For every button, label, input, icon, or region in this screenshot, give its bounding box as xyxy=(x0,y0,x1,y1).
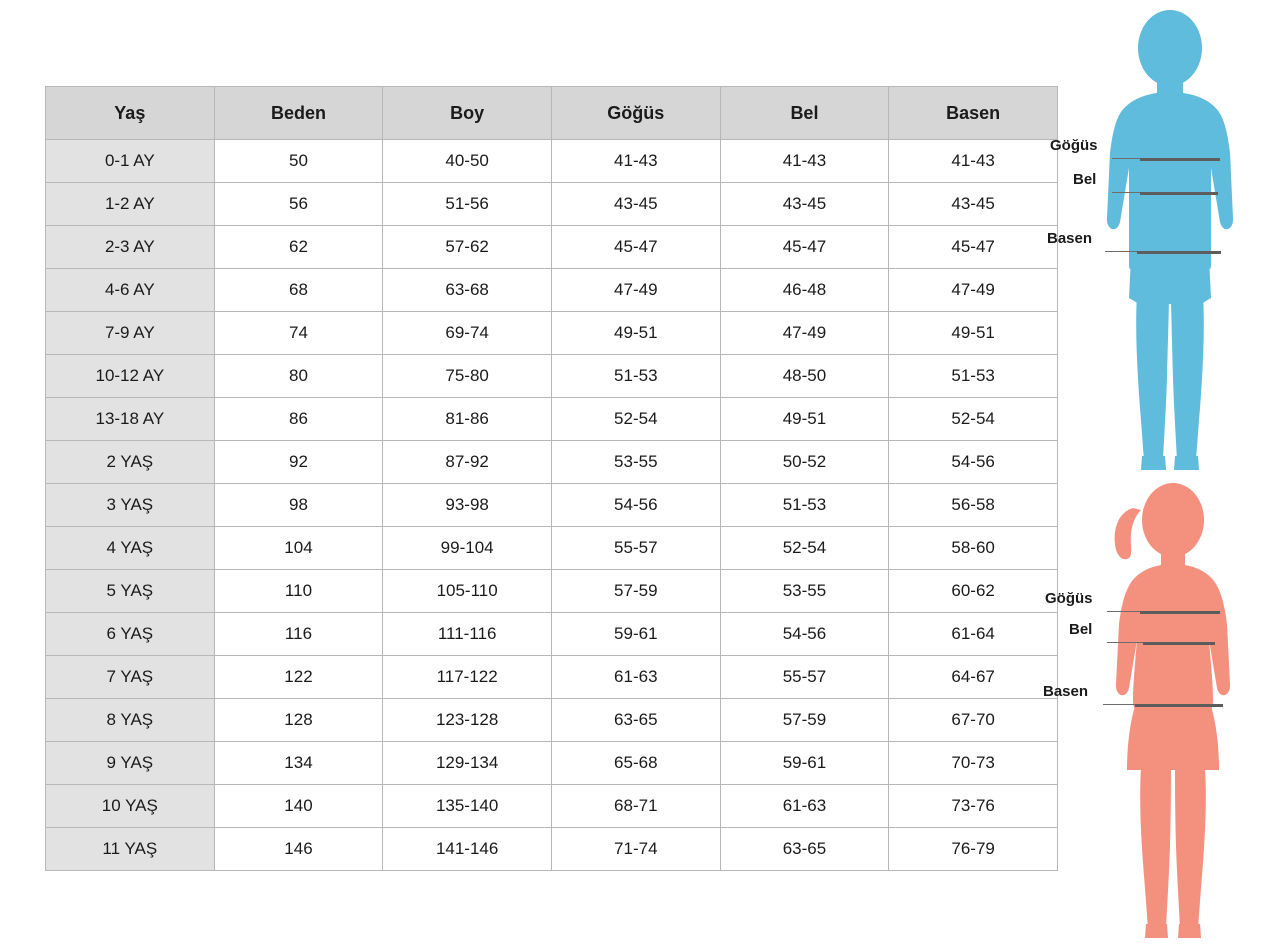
cell-waist: 52-54 xyxy=(720,527,889,570)
cell-size: 146 xyxy=(214,828,383,871)
cell-age: 6 YAŞ xyxy=(46,613,215,656)
cell-size: 74 xyxy=(214,312,383,355)
cell-hip: 49-51 xyxy=(889,312,1058,355)
table-row xyxy=(46,312,1058,355)
boy-waist-measure-line xyxy=(1140,192,1218,195)
cell-size: 104 xyxy=(214,527,383,570)
cell-height: 40-50 xyxy=(383,140,552,183)
cell-age: 4-6 AY xyxy=(46,269,215,312)
cell-height: 69-74 xyxy=(383,312,552,355)
cell-chest: 49-51 xyxy=(551,312,720,355)
cell-size: 110 xyxy=(214,570,383,613)
cell-hip: 61-64 xyxy=(889,613,1058,656)
table-row xyxy=(46,656,1058,699)
table-row xyxy=(46,742,1058,785)
cell-hip: 51-53 xyxy=(889,355,1058,398)
cell-waist: 46-48 xyxy=(720,269,889,312)
boy-figure-group xyxy=(1047,8,1280,478)
girl-figure-group xyxy=(1043,478,1280,948)
table-row xyxy=(46,484,1058,527)
column-header-waist: Bel xyxy=(720,87,889,140)
cell-hip: 54-56 xyxy=(889,441,1058,484)
cell-hip: 67-70 xyxy=(889,699,1058,742)
boy-hip-label: Basen xyxy=(1047,230,1093,247)
cell-age: 7 YAŞ xyxy=(46,656,215,699)
girl-hip-measure-line xyxy=(1135,704,1223,707)
girl-chest-label: Göğüs xyxy=(1045,590,1093,607)
cell-age: 2-3 AY xyxy=(46,226,215,269)
cell-hip: 60-62 xyxy=(889,570,1058,613)
cell-waist: 59-61 xyxy=(720,742,889,785)
cell-size: 140 xyxy=(214,785,383,828)
cell-chest: 65-68 xyxy=(551,742,720,785)
girl-chest-measure-line xyxy=(1140,611,1220,614)
cell-age: 7-9 AY xyxy=(46,312,215,355)
cell-age: 10 YAŞ xyxy=(46,785,215,828)
cell-size: 56 xyxy=(214,183,383,226)
girl-hip-label: Basen xyxy=(1043,683,1089,700)
column-header-size: Beden xyxy=(214,87,383,140)
column-header-height: Boy xyxy=(383,87,552,140)
cell-chest: 51-53 xyxy=(551,355,720,398)
cell-hip: 43-45 xyxy=(889,183,1058,226)
cell-chest: 52-54 xyxy=(551,398,720,441)
cell-hip: 58-60 xyxy=(889,527,1058,570)
cell-height: 141-146 xyxy=(383,828,552,871)
table-row xyxy=(46,441,1058,484)
column-header-chest: Göğüs xyxy=(551,87,720,140)
cell-hip: 76-79 xyxy=(889,828,1058,871)
cell-age: 13-18 AY xyxy=(46,398,215,441)
cell-size: 50 xyxy=(214,140,383,183)
cell-age: 8 YAŞ xyxy=(46,699,215,742)
size-chart-table xyxy=(45,86,1058,871)
cell-height: 117-122 xyxy=(383,656,552,699)
table-row xyxy=(46,570,1058,613)
girl-silhouette-icon xyxy=(1085,478,1255,948)
table-row xyxy=(46,527,1058,570)
cell-chest: 55-57 xyxy=(551,527,720,570)
cell-height: 57-62 xyxy=(383,226,552,269)
cell-waist: 63-65 xyxy=(720,828,889,871)
table-header-row xyxy=(46,87,1058,140)
cell-chest: 59-61 xyxy=(551,613,720,656)
cell-age: 5 YAŞ xyxy=(46,570,215,613)
cell-chest: 54-56 xyxy=(551,484,720,527)
cell-size: 86 xyxy=(214,398,383,441)
cell-waist: 41-43 xyxy=(720,140,889,183)
cell-waist: 49-51 xyxy=(720,398,889,441)
cell-height: 99-104 xyxy=(383,527,552,570)
cell-size: 98 xyxy=(214,484,383,527)
table-row xyxy=(46,699,1058,742)
column-header-age: Yaş xyxy=(46,87,215,140)
cell-chest: 45-47 xyxy=(551,226,720,269)
cell-age: 11 YAŞ xyxy=(46,828,215,871)
figures-panel xyxy=(1043,0,1280,948)
cell-hip: 73-76 xyxy=(889,785,1058,828)
cell-size: 62 xyxy=(214,226,383,269)
cell-height: 135-140 xyxy=(383,785,552,828)
cell-waist: 53-55 xyxy=(720,570,889,613)
table-row xyxy=(46,269,1058,312)
boy-silhouette-icon xyxy=(1085,8,1255,478)
cell-height: 111-116 xyxy=(383,613,552,656)
size-chart-container xyxy=(45,86,1058,871)
cell-chest: 43-45 xyxy=(551,183,720,226)
table-row xyxy=(46,398,1058,441)
cell-hip: 47-49 xyxy=(889,269,1058,312)
table-body xyxy=(46,140,1058,871)
cell-hip: 64-67 xyxy=(889,656,1058,699)
girl-waist-label: Bel xyxy=(1069,621,1093,638)
cell-age: 3 YAŞ xyxy=(46,484,215,527)
cell-chest: 57-59 xyxy=(551,570,720,613)
cell-waist: 50-52 xyxy=(720,441,889,484)
cell-age: 9 YAŞ xyxy=(46,742,215,785)
cell-chest: 47-49 xyxy=(551,269,720,312)
cell-hip: 70-73 xyxy=(889,742,1058,785)
cell-size: 68 xyxy=(214,269,383,312)
table-row xyxy=(46,183,1058,226)
table-header xyxy=(46,87,1058,140)
cell-age: 10-12 AY xyxy=(46,355,215,398)
cell-chest: 41-43 xyxy=(551,140,720,183)
table-row xyxy=(46,355,1058,398)
cell-waist: 48-50 xyxy=(720,355,889,398)
cell-waist: 57-59 xyxy=(720,699,889,742)
cell-waist: 47-49 xyxy=(720,312,889,355)
boy-hip-measure-line xyxy=(1137,251,1221,254)
cell-height: 129-134 xyxy=(383,742,552,785)
boy-waist-label: Bel xyxy=(1073,171,1097,188)
cell-height: 81-86 xyxy=(383,398,552,441)
cell-height: 93-98 xyxy=(383,484,552,527)
column-header-hip: Basen xyxy=(889,87,1058,140)
table-row xyxy=(46,613,1058,656)
boy-chest-label: Göğüs xyxy=(1050,137,1098,154)
cell-hip: 45-47 xyxy=(889,226,1058,269)
cell-hip: 56-58 xyxy=(889,484,1058,527)
cell-height: 87-92 xyxy=(383,441,552,484)
cell-hip: 52-54 xyxy=(889,398,1058,441)
cell-chest: 63-65 xyxy=(551,699,720,742)
boy-chest-measure-line xyxy=(1140,158,1220,161)
cell-age: 2 YAŞ xyxy=(46,441,215,484)
cell-age: 0-1 AY xyxy=(46,140,215,183)
table-row xyxy=(46,226,1058,269)
girl-waist-measure-line xyxy=(1143,642,1215,645)
cell-size: 92 xyxy=(214,441,383,484)
cell-height: 123-128 xyxy=(383,699,552,742)
cell-age: 1-2 AY xyxy=(46,183,215,226)
table-row xyxy=(46,828,1058,871)
cell-waist: 51-53 xyxy=(720,484,889,527)
table-row xyxy=(46,140,1058,183)
cell-chest: 61-63 xyxy=(551,656,720,699)
cell-size: 80 xyxy=(214,355,383,398)
cell-chest: 71-74 xyxy=(551,828,720,871)
cell-waist: 45-47 xyxy=(720,226,889,269)
cell-size: 134 xyxy=(214,742,383,785)
cell-age: 4 YAŞ xyxy=(46,527,215,570)
cell-waist: 61-63 xyxy=(720,785,889,828)
table-row xyxy=(46,785,1058,828)
cell-size: 116 xyxy=(214,613,383,656)
cell-height: 51-56 xyxy=(383,183,552,226)
cell-waist: 54-56 xyxy=(720,613,889,656)
cell-height: 75-80 xyxy=(383,355,552,398)
cell-hip: 41-43 xyxy=(889,140,1058,183)
cell-chest: 68-71 xyxy=(551,785,720,828)
cell-chest: 53-55 xyxy=(551,441,720,484)
cell-height: 105-110 xyxy=(383,570,552,613)
cell-size: 122 xyxy=(214,656,383,699)
cell-waist: 55-57 xyxy=(720,656,889,699)
cell-height: 63-68 xyxy=(383,269,552,312)
cell-waist: 43-45 xyxy=(720,183,889,226)
cell-size: 128 xyxy=(214,699,383,742)
